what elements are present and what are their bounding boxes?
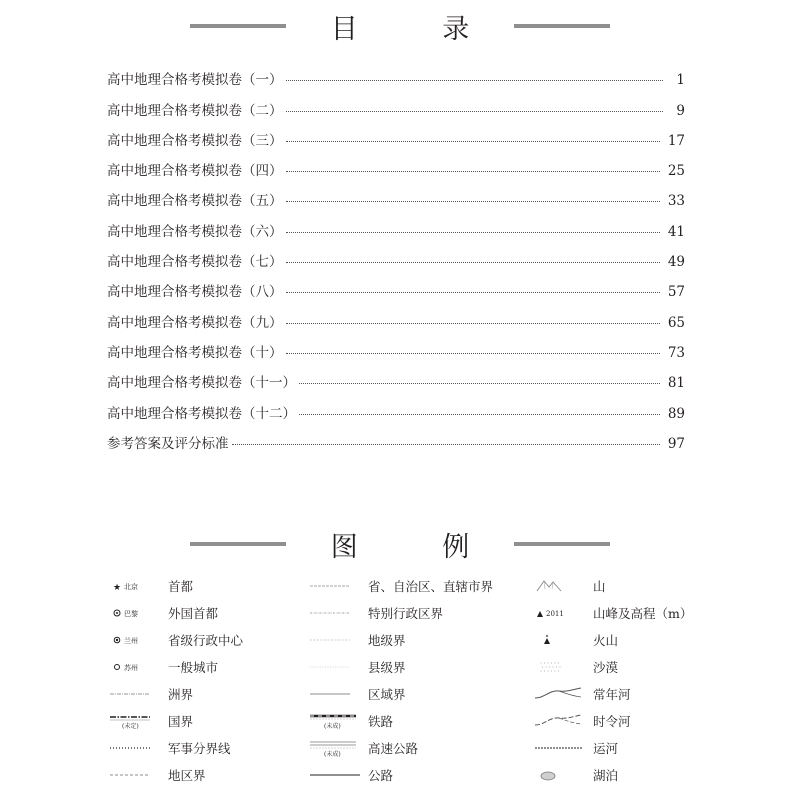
legend-item-label: 山峰及高程（m） (593, 605, 693, 621)
area-boundary-line-icon (310, 680, 368, 707)
legend-item (110, 707, 243, 734)
toc-leader-dots (286, 141, 660, 142)
legend-item-label: 区域界 (368, 686, 406, 702)
toc-leader-dots (286, 111, 664, 112)
svg-text:苏州: 苏州 (124, 663, 138, 672)
toc-entry-title: 高中地理合格考模拟卷（九） (107, 314, 283, 331)
table-of-contents (107, 58, 685, 452)
toc-leader-dots (232, 444, 660, 445)
toc-entry-title: 高中地理合格考模拟卷（七） (107, 254, 283, 271)
toc-leader-dots (286, 201, 660, 202)
toc-entry-title: 高中地理合格考模拟卷（十二） (107, 405, 296, 422)
toc-heading (0, 8, 800, 44)
legend-item-label: 山 (593, 578, 606, 594)
toc-entry[interactable] (107, 179, 685, 209)
toc-leader-dots (286, 292, 660, 293)
toc-entry-page: 9 (676, 102, 685, 119)
toc-entry-title: 高中地理合格考模拟卷（六） (107, 223, 283, 240)
toc-entry-title: 高中地理合格考模拟卷（十） (107, 344, 283, 361)
toc-entry[interactable] (107, 149, 685, 179)
legend-item-label: 县级界 (368, 659, 406, 675)
toc-leader-dots (286, 262, 660, 263)
legend-item-label: 军事分界线 (168, 740, 231, 756)
toc-leader-dots (286, 353, 660, 354)
toc-entry-page: 25 (667, 163, 685, 180)
legend-item (310, 572, 493, 599)
toc-entry-page: 17 (667, 132, 685, 149)
toc-entry[interactable] (107, 270, 685, 300)
toc-entry-page: 73 (667, 344, 685, 361)
legend-item (535, 572, 692, 599)
toc-entry-title: 高中地理合格考模拟卷（八） (107, 284, 283, 301)
legend-heading (0, 526, 800, 562)
toc-leader-dots (299, 383, 660, 384)
national-boundary-line-icon (110, 707, 168, 734)
legend-item-label: 火山 (593, 632, 619, 648)
region-boundary-line-icon (110, 761, 168, 788)
toc-entry[interactable] (107, 209, 685, 239)
legend-item-label: 铁路 (368, 713, 394, 729)
toc-leader-dots (286, 232, 660, 233)
road-line-icon (310, 761, 368, 788)
province-boundary-line-icon (310, 572, 368, 599)
legend-column-3 (535, 572, 692, 788)
toc-entry-title: 高中地理合格考模拟卷（四） (107, 163, 283, 180)
legend-item (110, 680, 243, 707)
legend-item (110, 734, 243, 761)
toc-entry-page: 89 (667, 405, 685, 422)
toc-leader-dots (286, 171, 660, 172)
legend-column-1 (110, 572, 243, 788)
toc-entry[interactable] (107, 422, 685, 452)
railway-line-icon (310, 707, 368, 734)
heading-rule-left (190, 24, 286, 28)
legend-item (110, 653, 243, 680)
legend-item (310, 626, 493, 653)
legend-item-label: 省级行政中心 (168, 632, 244, 648)
legend-item (310, 707, 493, 734)
toc-entry-title: 高中地理合格考模拟卷（二） (107, 102, 283, 119)
legend-item-label: 洲界 (168, 686, 194, 702)
legend-item (310, 653, 493, 680)
legend-item (310, 599, 493, 626)
legend-item-label: 首都 (168, 578, 194, 594)
peak-icon (535, 599, 593, 626)
legend-item-label: 国界 (168, 713, 194, 729)
svg-text:(未成): (未成) (324, 722, 341, 730)
legend-item-label: 外国首都 (168, 605, 219, 621)
legend-item (310, 734, 493, 761)
military-line-icon (110, 734, 168, 761)
legend-item-label: 高速公路 (368, 740, 419, 756)
provincial-center-icon (110, 626, 168, 653)
seasonal-river-icon (535, 707, 593, 734)
svg-text:兰州: 兰州 (124, 636, 138, 645)
river-icon (535, 680, 593, 707)
desert-icon (535, 653, 593, 680)
toc-entry-page: 65 (667, 314, 685, 331)
canal-icon (535, 734, 593, 761)
toc-entry-title: 高中地理合格考模拟卷（一） (107, 72, 283, 89)
toc-entry[interactable] (107, 58, 685, 88)
heading-rule-right (514, 542, 610, 546)
legend-item-label: 常年河 (593, 686, 631, 702)
toc-title: 目 录 (330, 13, 508, 45)
toc-entry-page: 1 (676, 72, 685, 89)
lake-icon (535, 761, 593, 788)
toc-entry-title: 高中地理合格考模拟卷（三） (107, 132, 283, 149)
svg-text:★: ★ (113, 582, 122, 593)
toc-entry-page: 33 (667, 193, 685, 210)
heading-rule-right (514, 24, 610, 28)
legend-item-label: 公路 (368, 767, 394, 783)
toc-entry-page: 97 (667, 435, 685, 452)
toc-entry[interactable] (107, 331, 685, 361)
legend-column-2 (310, 572, 493, 788)
toc-entry[interactable] (107, 240, 685, 270)
svg-text:2011: 2011 (546, 609, 564, 618)
legend-item-label: 运河 (593, 740, 619, 756)
legend-item (110, 761, 243, 788)
legend-item-label: 地级界 (368, 632, 406, 648)
city-circle-icon (110, 653, 168, 680)
legend-item (110, 572, 243, 599)
foreign-capital-icon (110, 599, 168, 626)
legend-item (535, 626, 692, 653)
legend-item (110, 599, 243, 626)
toc-entry[interactable] (107, 391, 685, 421)
county-boundary-line-icon (310, 653, 368, 680)
volcano-icon (535, 626, 593, 653)
toc-entry-page: 57 (667, 284, 685, 301)
legend-item-label: 地区界 (168, 767, 206, 783)
legend-item-label: 湖泊 (593, 767, 619, 783)
toc-entry[interactable] (107, 119, 685, 149)
toc-entry-title: 高中地理合格考模拟卷（十一） (107, 375, 296, 392)
continent-boundary-line-icon (110, 680, 168, 707)
legend-title: 图 例 (330, 531, 508, 563)
legend-item-label: 沙漠 (593, 659, 619, 675)
sar-boundary-line-icon (310, 599, 368, 626)
toc-entry[interactable] (107, 300, 685, 330)
toc-entry[interactable] (107, 88, 685, 118)
legend-item (110, 626, 243, 653)
expressway-line-icon (310, 734, 368, 761)
toc-entry-page: 41 (667, 223, 685, 240)
toc-entry-title: 参考答案及评分标准 (107, 435, 229, 452)
svg-text:(未成): (未成) (324, 750, 341, 758)
legend-item-label: 时令河 (593, 713, 631, 729)
legend-item (535, 734, 692, 761)
toc-entry-page: 81 (667, 375, 685, 392)
legend-item-label: 一般城市 (168, 659, 219, 675)
legend-item-label: 省、自治区、直辖市界 (368, 578, 494, 594)
prefecture-boundary-line-icon (310, 626, 368, 653)
legend-item (535, 680, 692, 707)
svg-text:巴黎: 巴黎 (124, 609, 138, 618)
toc-entry-title: 高中地理合格考模拟卷（五） (107, 193, 283, 210)
capital-star-icon (110, 572, 168, 599)
svg-text:(未定): (未定) (122, 722, 139, 730)
toc-entry[interactable] (107, 361, 685, 391)
legend-item (310, 680, 493, 707)
toc-leader-dots (286, 80, 664, 81)
legend-item (535, 707, 692, 734)
legend-item-label: 特别行政区界 (368, 605, 444, 621)
legend-item (310, 761, 493, 788)
legend-item (535, 653, 692, 680)
toc-leader-dots (286, 323, 660, 324)
legend-item (535, 761, 692, 788)
legend-item (535, 599, 692, 626)
mountain-icon (535, 572, 593, 599)
toc-entry-page: 49 (667, 254, 685, 271)
heading-rule-left (190, 542, 286, 546)
toc-leader-dots (299, 414, 660, 415)
svg-text:北京: 北京 (124, 582, 138, 591)
